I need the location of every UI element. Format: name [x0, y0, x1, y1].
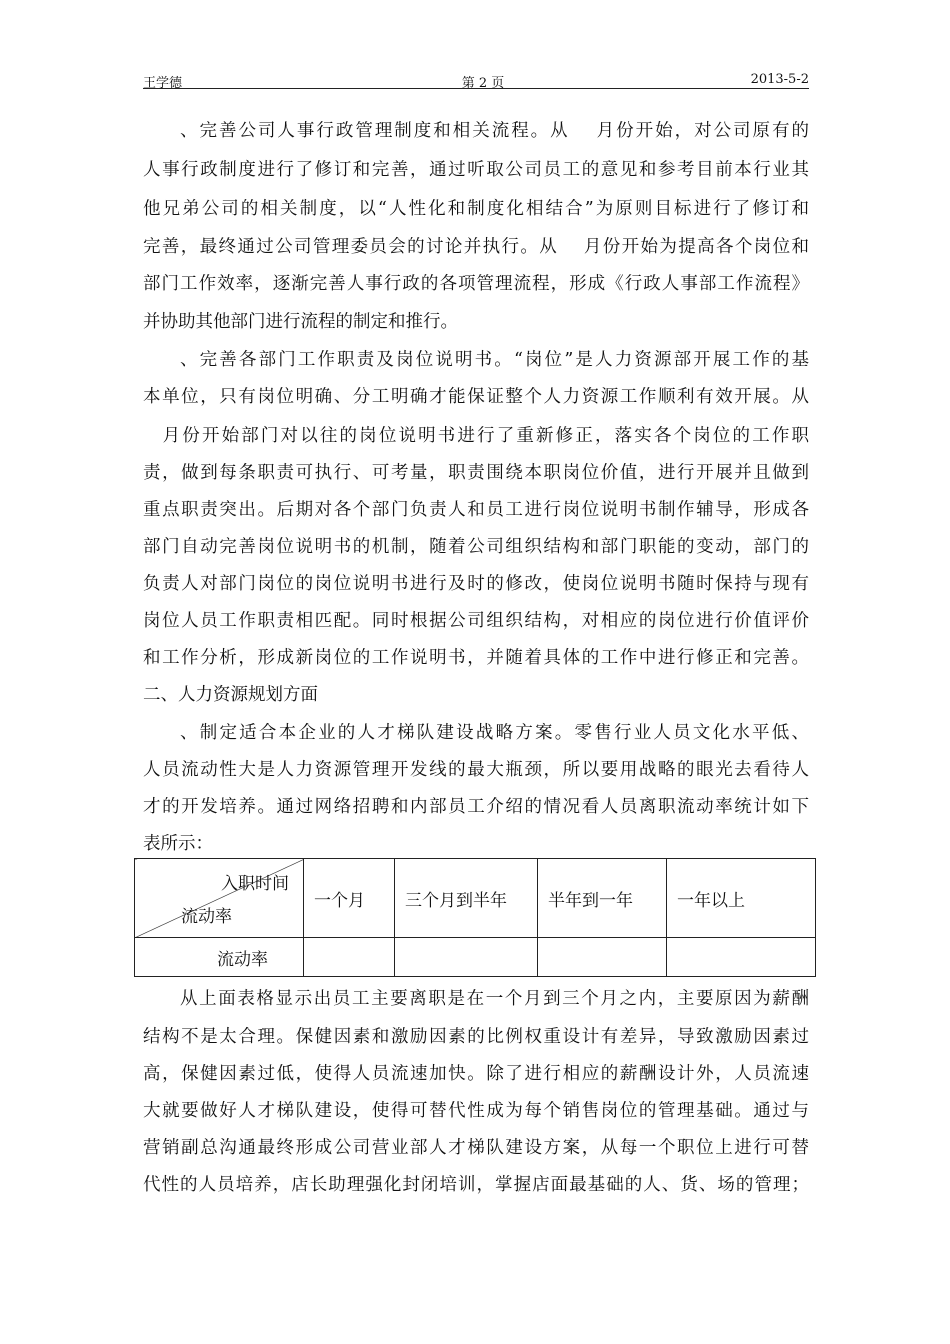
- para2-line-8: 岗位人员工作职责相匹配。同时根据公司组织结构，对相应的岗位进行价值评价: [143, 611, 809, 631]
- para4-line-5: 营销副总沟通最终形成公司营业部人才梯队建设方案，从每一个职位上进行可替: [143, 1138, 809, 1158]
- table-cell: [667, 938, 816, 977]
- para3-line-2: 人员流动性大是人力资源管理开发线的最大瓶颈，所以要用战略的眼光去看待人: [143, 760, 809, 780]
- para1-line-3: 他兄弟公司的相关制度，以“人性化和制度化相结合”为原则目标进行了修订和: [143, 199, 809, 219]
- para2-line-4: 责，做到每条职责可执行、可考量，职责围绕本职岗位价值，进行开展并且做到: [143, 463, 809, 483]
- corner-bottom-label: 流动率: [181, 907, 232, 927]
- page-header: [143, 66, 809, 89]
- table-corner-cell: [135, 859, 304, 938]
- para2-line-5: 重点职责突出。后期对各个部门负责人和员工进行岗位说明书制作辅导，形成各: [143, 500, 809, 520]
- turnover-table: [134, 858, 816, 977]
- table-row: [135, 938, 816, 977]
- para4-line-3: 高，保健因素过低，使得人员流速加快。除了进行相应的薪酬设计外，人员流速: [143, 1064, 809, 1084]
- header-author: 王学德: [143, 76, 183, 91]
- table-header-row: [135, 859, 816, 938]
- table-cell: [304, 938, 395, 977]
- para2-line-2: 本单位，只有岗位明确、分工明确才能保证整个人力资源工作顺利有效开展。从: [143, 387, 809, 407]
- para3-line-1: 、制定适合本企业的人才梯队建设战略方案。零售行业人员文化水平低、: [180, 723, 809, 743]
- col-header-2: 三个月到半年: [395, 859, 538, 938]
- para2-line-6: 部门自动完善岗位说明书的机制，随着公司组织结构和部门职能的变动，部门的: [143, 537, 809, 557]
- para2-line-7: 负责人对部门岗位的岗位说明书进行及时的修改，使岗位说明书随时保持与现有: [143, 574, 809, 594]
- table-cell: [395, 938, 538, 977]
- col-header-1: 一个月: [304, 859, 395, 938]
- para4-line-6: 代性的人员培养，店长助理强化封闭培训，掌握店面最基础的人、货、场的管理；: [143, 1175, 809, 1195]
- para1-line-6: 并协助其他部门进行流程的制定和推行。: [143, 312, 458, 332]
- para1-line-2: 人事行政制度进行了修订和完善，通过听取公司员工的意见和参考目前本行业其: [143, 160, 809, 180]
- header-date: 2013-5-2: [750, 72, 809, 87]
- row-label: 流动率: [135, 938, 304, 977]
- para4-line-4: 大就要做好人才梯队建设，使得可替代性成为每个销售岗位的管理基础。通过与: [143, 1101, 809, 1121]
- para4-line-1: 从上面表格显示出员工主要离职是在一个月到三个月之内，主要原因为薪酬: [180, 989, 809, 1009]
- corner-top-label: 入职时间: [221, 874, 289, 894]
- para3-line-4: 表所示：: [143, 834, 213, 854]
- para1-line-4: 完善，最终通过公司管理委员会的讨论并执行。从 月份开始为提高各个岗位和: [143, 237, 809, 257]
- col-header-3: 半年到一年: [538, 859, 667, 938]
- header-page-number: 第 2 页: [461, 76, 505, 91]
- col-header-4: 一年以上: [667, 859, 816, 938]
- para4-line-2: 结构不是太合理。保健因素和激励因素的比例权重设计有差异，导致激励因素过: [143, 1027, 809, 1047]
- para2-line-9: 和工作分析，形成新岗位的工作说明书，并随着具体的工作中进行修正和完善。: [143, 648, 809, 668]
- para3-line-3: 才的开发培养。通过网络招聘和内部员工介绍的情况看人员离职流动率统计如下: [143, 797, 809, 817]
- para1-line-5: 部门工作效率，逐渐完善人事行政的各项管理流程，形成《行政人事部工作流程》: [143, 274, 809, 294]
- section-heading: 二、人力资源规划方面: [143, 685, 318, 705]
- table-cell: [538, 938, 667, 977]
- para1-line-1: 、完善公司人事行政管理制度和相关流程。从 月份开始，对公司原有的: [180, 121, 809, 141]
- para2-line-3: 月份开始部门对以往的岗位说明书进行了重新修正，落实各个岗位的工作职: [143, 426, 809, 446]
- para2-line-1: 、完善各部门工作职责及岗位说明书。“岗位”是人力资源部开展工作的基: [180, 350, 809, 370]
